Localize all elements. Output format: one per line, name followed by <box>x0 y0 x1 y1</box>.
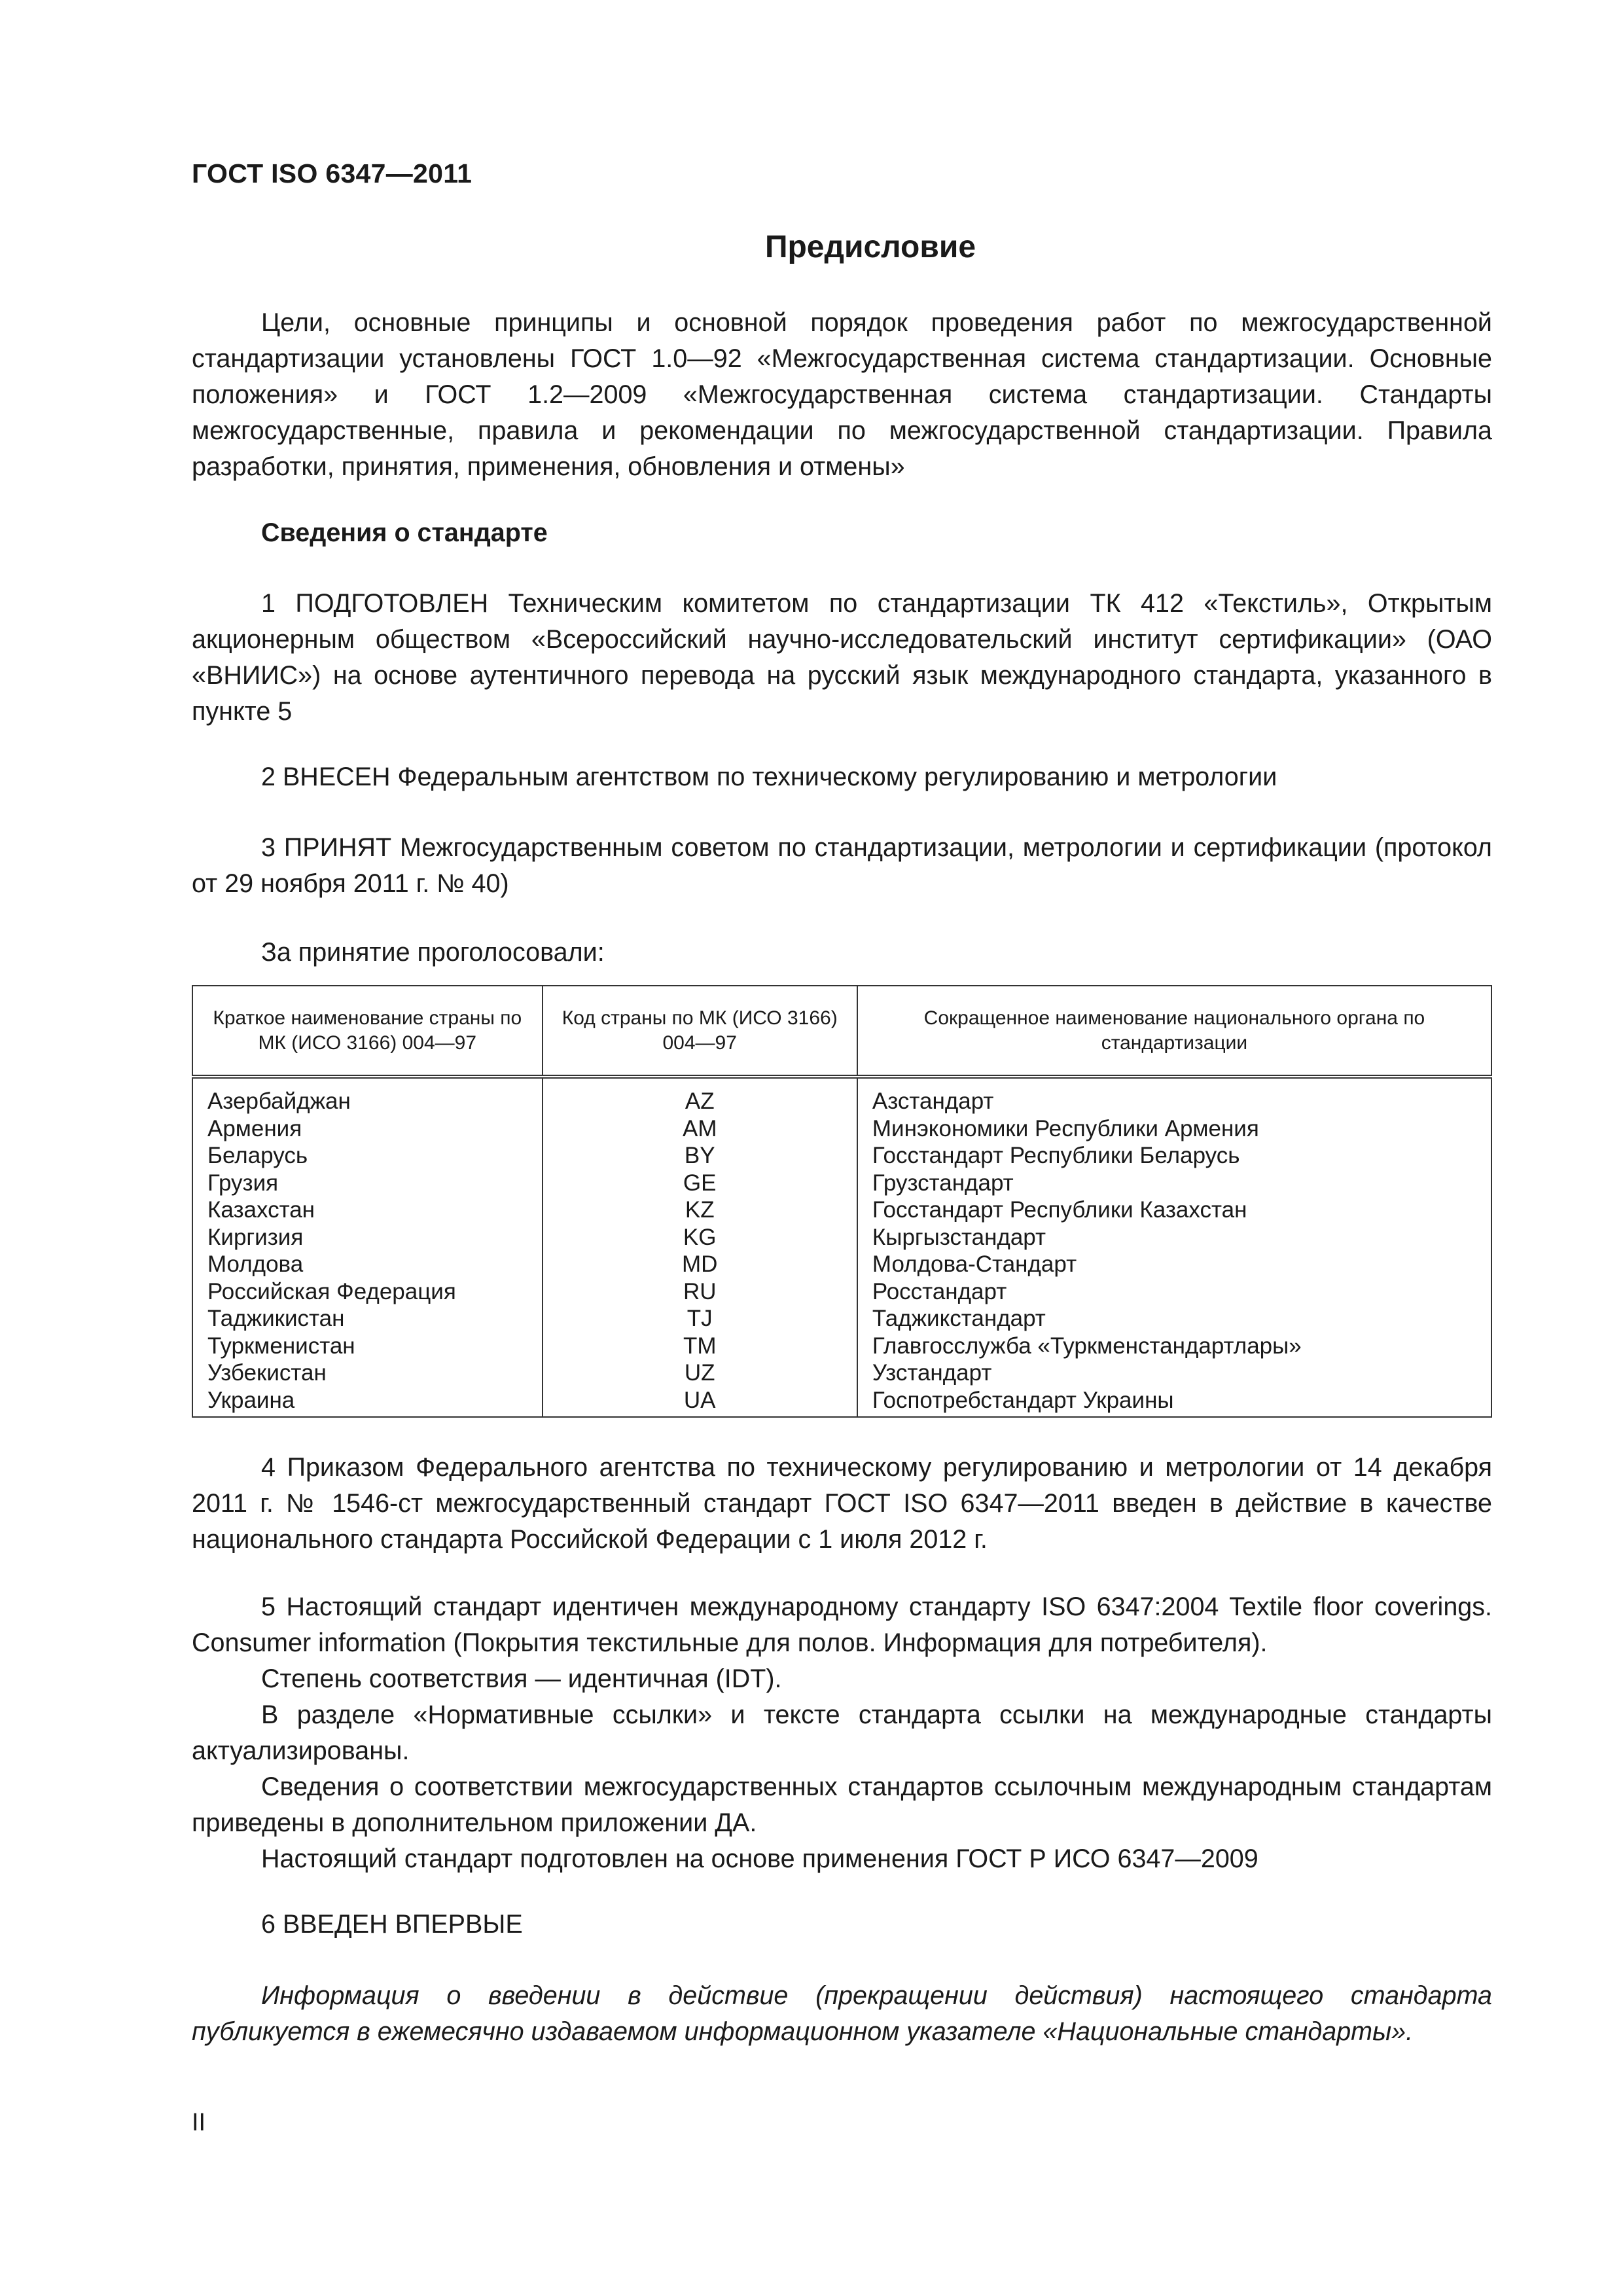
item-5: 5 Настоящий стандарт идентичен международному стандарту ISO 6347:2004 Textile floor coverings. Consumer information (Покрытия текстильные для полов. Информация для потребителя). <box>192 1592 1492 1657</box>
body-cell: Минэкономики Республики Армения <box>857 1115 1491 1143</box>
country-cell: Киргизия <box>192 1224 543 1251</box>
country-cell: Узбекистан <box>192 1359 543 1387</box>
info-heading: Сведения о стандарте <box>261 518 548 547</box>
body-cell: Кыргызстандарт <box>857 1224 1491 1251</box>
body-cell: Узстандарт <box>857 1359 1491 1387</box>
code-cell: BY <box>543 1142 857 1170</box>
header-code: Код страны по МК (ИСО 3166) 004—97 <box>543 986 857 1077</box>
item-6-block <box>192 1907 1492 1943</box>
country-cell: Казахстан <box>192 1196 543 1224</box>
country-cell: Украина <box>192 1387 543 1418</box>
item-1: 1 ПОДГОТОВЛЕН Техническим комитетом по стандартизации ТК 412 «Текстиль», Открытым акционерным обществом «Всероссийский научно-исследовательский институт сертификации» (ОАО «ВНИИС») на основе аутентичного перевода на русский язык международного стандарта, указанного в пункте 5 <box>192 589 1492 726</box>
info-heading-block <box>192 515 1492 551</box>
country-cell: Азербайджан <box>192 1077 543 1115</box>
table-header-row <box>192 986 1491 1077</box>
body-cell: Грузстандарт <box>857 1170 1491 1197</box>
table-row <box>192 1305 1491 1333</box>
item-2: 2 ВНЕСЕН Федеральным агентством по техническому регулированию и метрологии <box>261 762 1277 791</box>
item-5-info: Сведения о соответствии межгосударственных стандартов ссылочным международным стандартам приведены в дополнительном приложении ДА. <box>192 1772 1492 1837</box>
table-row <box>192 1359 1491 1387</box>
body-cell: Госстандарт Республики Беларусь <box>857 1142 1491 1170</box>
item-6: 6 ВВЕДЕН ВПЕРВЫЕ <box>261 1910 523 1939</box>
code-cell: TJ <box>543 1305 857 1333</box>
intro-paragraph: Цели, основные принципы и основной порядок проведения работ по межгосударственной стандартизации установлены ГОСТ 1.0—92 «Межгосударственная система стандартизации. Основные положения» и ГОСТ 1.2—2009 «Межгосударственная система стандартизации. Стандарты межгосударственные, правила и рекомендации по межгосударственной стандартизации. Правила разработки, принятия, применения, обновления и отмены» <box>192 308 1492 481</box>
body-cell: Азстандарт <box>857 1077 1491 1115</box>
page-number: II <box>192 2109 206 2136</box>
table-row <box>192 1115 1491 1143</box>
voting-table <box>192 985 1492 1418</box>
body-cell: Главгосслужба «Туркменстандартлары» <box>857 1333 1491 1360</box>
code-cell: UZ <box>543 1359 857 1387</box>
item-4-block <box>192 1450 1492 1558</box>
page-title: Предисловие <box>764 230 976 264</box>
footer-note: Информация о введении в действие (прекращении действия) настоящего стандарта публикуется в ежемесячно издаваемом информационном указателе «Национальные стандарты». <box>192 1981 1492 2046</box>
code-cell: TM <box>543 1333 857 1360</box>
item-3: 3 ПРИНЯТ Межгосударственным советом по стандартизации, метрологии и сертификации (протокол от 29 ноября 2011 г. № 40) <box>192 833 1492 898</box>
table-row <box>192 1387 1491 1418</box>
vote-label: За принятие проголосовали: <box>261 938 605 967</box>
table-row <box>192 1224 1491 1251</box>
code-cell: AM <box>543 1115 857 1143</box>
country-cell: Беларусь <box>192 1142 543 1170</box>
table-row <box>192 1251 1491 1278</box>
document-header: ГОСТ ISO 6347—2011 <box>192 158 473 188</box>
code-cell: RU <box>543 1278 857 1306</box>
table-row <box>192 1077 1491 1115</box>
body-cell: Таджикстандарт <box>857 1305 1491 1333</box>
table-row <box>192 1170 1491 1197</box>
item-4: 4 Приказом Федерального агентства по техническому регулированию и метрологии от 14 декабря 2011 г. № 1546-ст межгосударственный стандарт ГОСТ ISO 6347—2011 введен в действие в качестве национального стандарта Российской Федерации с 1 июля 2012 г. <box>192 1453 1492 1554</box>
body-cell: Молдова-Стандарт <box>857 1251 1491 1278</box>
item-5-block <box>192 1589 1492 1877</box>
item-5-refs: В разделе «Нормативные ссылки» и тексте стандарта ссылки на международные стандарты актуализированы. <box>192 1700 1492 1765</box>
table-row <box>192 1142 1491 1170</box>
item-3-block <box>192 830 1492 902</box>
code-cell: MD <box>543 1251 857 1278</box>
code-cell: GE <box>543 1170 857 1197</box>
country-cell: Российская Федерация <box>192 1278 543 1306</box>
header-body: Сокращенное наименование национального органа по стандартизации <box>857 986 1491 1077</box>
country-cell: Туркменистан <box>192 1333 543 1360</box>
code-cell: KZ <box>543 1196 857 1224</box>
country-cell: Армения <box>192 1115 543 1143</box>
body-cell: Росстандарт <box>857 1278 1491 1306</box>
vote-label-block <box>192 935 1492 971</box>
country-cell: Молдова <box>192 1251 543 1278</box>
body-cell: Госстандарт Республики Казахстан <box>857 1196 1491 1224</box>
code-cell: AZ <box>543 1077 857 1115</box>
intro-block <box>192 305 1492 485</box>
item-5-basis: Настоящий стандарт подготовлен на основе применения ГОСТ Р ИСО 6347—2009 <box>261 1844 1258 1873</box>
item-1-block <box>192 586 1492 730</box>
item-2-block <box>192 759 1492 795</box>
item-5-degree: Степень соответствия — идентичная (IDT). <box>261 1664 782 1693</box>
code-cell: UA <box>543 1387 857 1418</box>
table-row <box>192 1333 1491 1360</box>
country-cell: Таджикистан <box>192 1305 543 1333</box>
header-country: Краткое наименование страны по МК (ИСО 3166) 004—97 <box>192 986 543 1077</box>
code-cell: KG <box>543 1224 857 1251</box>
country-cell: Грузия <box>192 1170 543 1197</box>
table-row <box>192 1278 1491 1306</box>
body-cell: Госпотребстандарт Украины <box>857 1387 1491 1418</box>
table-row <box>192 1196 1491 1224</box>
footer-note-block <box>192 1978 1492 2050</box>
